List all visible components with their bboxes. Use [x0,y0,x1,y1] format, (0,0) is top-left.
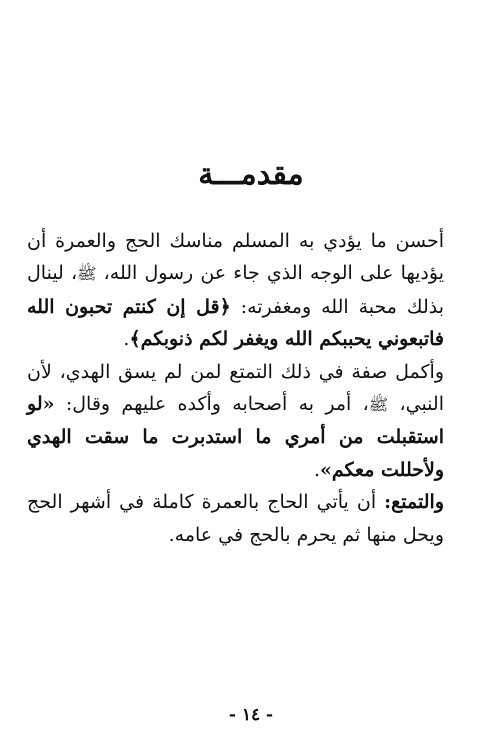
paragraph-2 [27,356,472,487]
salla-symbol: ﷺ [368,395,389,415]
paragraph-1 [27,225,472,356]
paragraph-1-end: . [123,328,130,351]
term-tamattu: والتمتع: [384,491,444,514]
page-number: - ١٤ - [228,705,274,725]
paragraph-1-text-a: أحسن ما يؤدي به المسلم مناسك الحج والعمرة أن يؤديها على الوجه الذي جاء عن رسول الله، [27,230,444,285]
paragraph-2-end: . [313,458,321,481]
body-text [27,225,472,551]
paragraph-3-text: أن يأتي الحاج بالعمرة كاملة في أشهر الحج ويحل منها ثم يحرم بالحج في عامه. [27,491,444,546]
salla-symbol: ﷺ [77,264,97,284]
quran-verse: ﴿قل إن كنتم تحبون الله فاتبعوني يحببكم الله ويغفر لكم ذنوبكم﴾ [27,295,444,351]
paragraph-2-text-a: وأكمل صفة في ذلك التمتع لمن لم يسق الهدي، لأن النبي، [27,360,444,416]
page-title: مقدمـــة [198,157,304,192]
paragraph-3 [27,486,472,551]
paragraph-2-text-b: ، أمر به أصحابه وأكده عليهم وقال: [54,393,369,416]
paragraph-1-text-b: ، لينال بذلك محبة الله ومغفرته: [27,262,444,318]
hadith-quote: «لو استقبلت من أمري ما استدبرت ما سقت الهدي ولأحللت معكم» [27,393,444,481]
